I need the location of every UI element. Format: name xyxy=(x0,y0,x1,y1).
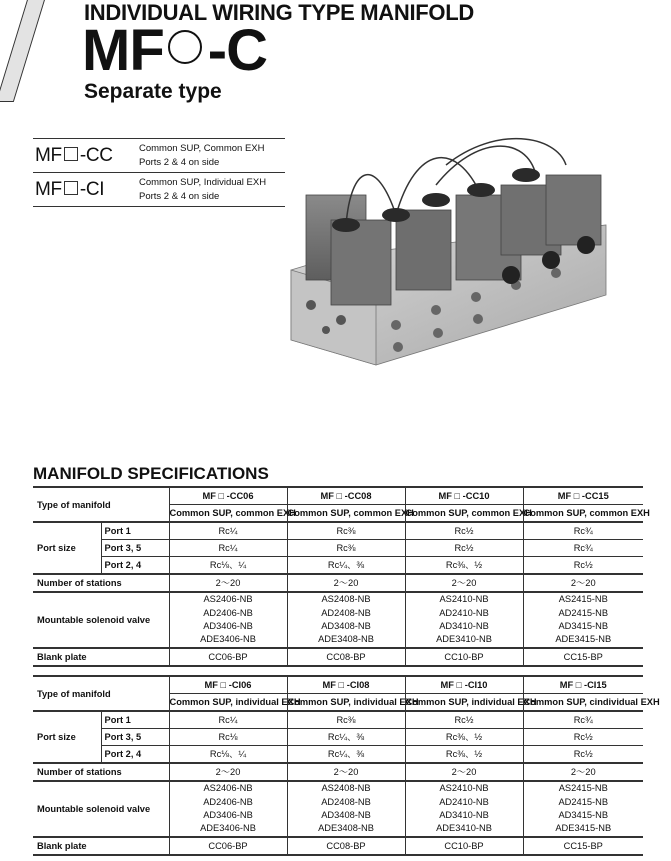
port-cell: Rc½ xyxy=(523,729,643,746)
label-port35: Port 3, 5 xyxy=(101,540,169,557)
label-port24: Port 2, 4 xyxy=(101,557,169,575)
variant-desc-line2: Ports 2 & 4 on side xyxy=(139,156,220,168)
valve-cell xyxy=(287,781,405,837)
model-header: MF □ -CC15 xyxy=(523,487,643,505)
port-cell: Rc¼、⅜ xyxy=(287,729,405,746)
port-cell: Rc⅛ xyxy=(169,729,287,746)
model-prefix: MF xyxy=(82,18,164,83)
model-header: MF □ -CI08 xyxy=(287,676,405,694)
label-port1: Port 1 xyxy=(101,711,169,729)
port-row xyxy=(33,522,643,540)
port-cell: Rc½ xyxy=(523,746,643,764)
port-row xyxy=(33,557,643,575)
valve-model: ADE3406-NB xyxy=(200,823,256,834)
port-cell: Rc⅛、¼ xyxy=(169,557,287,575)
blank-cell: CC10-BP xyxy=(405,837,523,855)
variant-description xyxy=(139,176,266,204)
label-stations: Number of stations xyxy=(33,763,169,781)
valve-model: ADE3415-NB xyxy=(555,823,612,834)
valve-row xyxy=(33,592,643,648)
variant-desc-line2: Ports 2 & 4 on side xyxy=(139,190,220,202)
valve-cell xyxy=(523,592,643,648)
port-cell: Rc¼、⅜ xyxy=(287,557,405,575)
model-suffix: -C xyxy=(207,18,267,83)
port-cell: Rc⅜、½ xyxy=(405,729,523,746)
valve-model: AS2406-NB xyxy=(203,783,253,794)
blank-cell: CC06-BP xyxy=(169,648,287,666)
valve-model: AD2410-NB xyxy=(439,796,489,807)
header-subtitle: INDIVIDUAL WIRING TYPE MANIFOLD xyxy=(84,0,474,25)
type-cell: Common SUP, individual EXH xyxy=(405,694,523,712)
blank-cell: CC08-BP xyxy=(287,837,405,855)
port-cell: Rc⅜ xyxy=(287,540,405,557)
label-type-of-manifold: Type of manifold xyxy=(33,676,169,711)
variant-item xyxy=(33,139,285,173)
label-blank: Blank plate xyxy=(33,648,169,666)
port-row xyxy=(33,746,643,764)
port-cell: Rc½ xyxy=(405,711,523,729)
port-row xyxy=(33,540,643,557)
blank-cell: CC08-BP xyxy=(287,648,405,666)
port-cell: Rc⅜ xyxy=(287,711,405,729)
valve-model: AD2406-NB xyxy=(203,796,253,807)
valve-model: AD2408-NB xyxy=(321,607,371,618)
section-title: MANIFOLD SPECIFICATIONS xyxy=(33,464,269,483)
port-cell: Rc½ xyxy=(405,522,523,540)
valve-model: ADE3415-NB xyxy=(555,634,612,645)
stations-row xyxy=(33,763,643,781)
blank-cell: CC15-BP xyxy=(523,837,643,855)
port-cell: Rc⅜、½ xyxy=(405,746,523,764)
blank-cell: CC06-BP xyxy=(169,837,287,855)
model-header: MF □ -CI15 xyxy=(523,676,643,694)
header-type: Separate type xyxy=(84,80,222,103)
port-cell: Rc¾ xyxy=(523,711,643,729)
label-valve: Mountable solenoid valve xyxy=(33,592,169,648)
model-header: MF □ -CC08 xyxy=(287,487,405,505)
stations-cell: 2〜20 xyxy=(169,574,287,592)
variant-desc-line1: Common SUP, Individual EXH xyxy=(139,176,267,188)
type-cell: Common SUP, cindividual EXH xyxy=(523,694,643,712)
valve-model: ADE3406-NB xyxy=(200,634,256,645)
model-header: MF □ -CC10 xyxy=(405,487,523,505)
square-placeholder-icon xyxy=(64,147,78,161)
blank-row xyxy=(33,837,643,855)
valve-model: ADE3410-NB xyxy=(436,634,492,645)
valve-model: AD3408-NB xyxy=(321,810,371,820)
valve-model: AS2415-NB xyxy=(558,594,608,605)
valve-model: AD3406-NB xyxy=(203,810,253,820)
valve-model: AS2410-NB xyxy=(439,783,489,794)
label-blank: Blank plate xyxy=(33,837,169,855)
decorative-slash xyxy=(0,0,48,102)
valve-model: AS2415-NB xyxy=(558,783,608,794)
valve-model: AS2410-NB xyxy=(439,594,489,605)
stations-cell: 2〜20 xyxy=(287,763,405,781)
model-header: MF □ -CI06 xyxy=(169,676,287,694)
valve-model: ADE3408-NB xyxy=(318,634,374,645)
stations-cell: 2〜20 xyxy=(405,763,523,781)
port-cell: Rc¼ xyxy=(169,711,287,729)
valve-model: AS2408-NB xyxy=(321,783,371,794)
blank-row xyxy=(33,648,643,666)
valve-model: AD3415-NB xyxy=(558,621,609,631)
valve-cell xyxy=(169,592,287,648)
variant-code-suffix: -CI xyxy=(79,178,105,200)
stations-cell: 2〜20 xyxy=(169,763,287,781)
blank-cell: CC15-BP xyxy=(523,648,643,666)
valve-cell xyxy=(405,781,523,837)
valve-model: AD2406-NB xyxy=(203,607,253,618)
model-header: MF □ -CI10 xyxy=(405,676,523,694)
valve-model: AD2415-NB xyxy=(558,796,609,807)
valve-model: AS2408-NB xyxy=(321,594,371,605)
port-row xyxy=(33,729,643,746)
valve-model: AS2406-NB xyxy=(203,594,253,605)
port-cell: Rc½ xyxy=(523,557,643,575)
valve-model: AD3410-NB xyxy=(439,621,489,631)
label-stations: Number of stations xyxy=(33,574,169,592)
variant-code-prefix: MF xyxy=(35,178,62,200)
valve-cell xyxy=(287,592,405,648)
stations-cell: 2〜20 xyxy=(523,574,643,592)
port-cell: Rc¼ xyxy=(169,522,287,540)
port-cell: Rc¾ xyxy=(523,540,643,557)
port-cell: Rc⅛、¼ xyxy=(169,746,287,764)
valve-model: ADE3408-NB xyxy=(318,823,374,834)
valve-model: AD3410-NB xyxy=(439,810,489,820)
type-cell: Common SUP, common EXH xyxy=(523,505,643,523)
variant-desc-line1: Common SUP, Common EXH xyxy=(139,142,265,154)
port-row xyxy=(33,711,643,729)
port-cell: Rc¾ xyxy=(523,522,643,540)
stations-cell: 2〜20 xyxy=(523,763,643,781)
label-port1: Port 1 xyxy=(101,522,169,540)
label-type-of-manifold: Type of manifold xyxy=(33,487,169,522)
valve-row xyxy=(33,781,643,837)
valve-cell xyxy=(523,781,643,837)
stations-cell: 2〜20 xyxy=(405,574,523,592)
model-row xyxy=(33,487,643,505)
port-cell: Rc⅜、½ xyxy=(405,557,523,575)
label-port24: Port 2, 4 xyxy=(101,746,169,764)
manifold-photo xyxy=(286,125,616,395)
port-cell: Rc⅜ xyxy=(287,522,405,540)
type-cell: Common SUP, common EXH xyxy=(405,505,523,523)
label-port35: Port 3, 5 xyxy=(101,729,169,746)
model-header: MF □ -CC06 xyxy=(169,487,287,505)
variant-code xyxy=(33,145,139,167)
valve-model: AD2415-NB xyxy=(558,607,609,618)
variant-code xyxy=(33,179,139,201)
type-cell: Common SUP, common EXH xyxy=(287,505,405,523)
spec-table-ci xyxy=(33,675,660,856)
valve-model: ADE3410-NB xyxy=(436,823,492,834)
blank-cell: CC10-BP xyxy=(405,648,523,666)
port-cell: Rc¼ xyxy=(169,540,287,557)
port-cell: Rc¼、⅜ xyxy=(287,746,405,764)
stations-row xyxy=(33,574,643,592)
type-cell: Common SUP, common EXH xyxy=(169,505,287,523)
valve-model: AD2410-NB xyxy=(439,607,489,618)
valve-model: AD3408-NB xyxy=(321,621,371,631)
spec-table-cc xyxy=(33,486,650,667)
type-cell: Common SUP, individual EXH xyxy=(287,694,405,712)
valve-cell xyxy=(405,592,523,648)
stations-cell: 2〜20 xyxy=(287,574,405,592)
label-valve: Mountable solenoid valve xyxy=(33,781,169,837)
valve-model: AD3406-NB xyxy=(203,621,253,631)
square-placeholder-icon xyxy=(64,181,78,195)
model-title xyxy=(82,20,267,82)
variant-item xyxy=(33,173,285,207)
valve-cell xyxy=(169,781,287,837)
port-cell: Rc½ xyxy=(405,540,523,557)
circle-placeholder-icon xyxy=(168,30,202,64)
model-row xyxy=(33,676,643,694)
variant-description xyxy=(139,142,264,170)
valve-model: AD2408-NB xyxy=(321,796,371,807)
valve-model: AD3415-NB xyxy=(558,810,609,820)
type-cell: Common SUP, individual EXH xyxy=(169,694,287,712)
variant-code-prefix: MF xyxy=(35,144,62,166)
label-port-size: Port size xyxy=(33,711,101,763)
label-port-size: Port size xyxy=(33,522,101,574)
variant-list xyxy=(33,138,285,207)
variant-code-suffix: -CC xyxy=(79,144,113,166)
